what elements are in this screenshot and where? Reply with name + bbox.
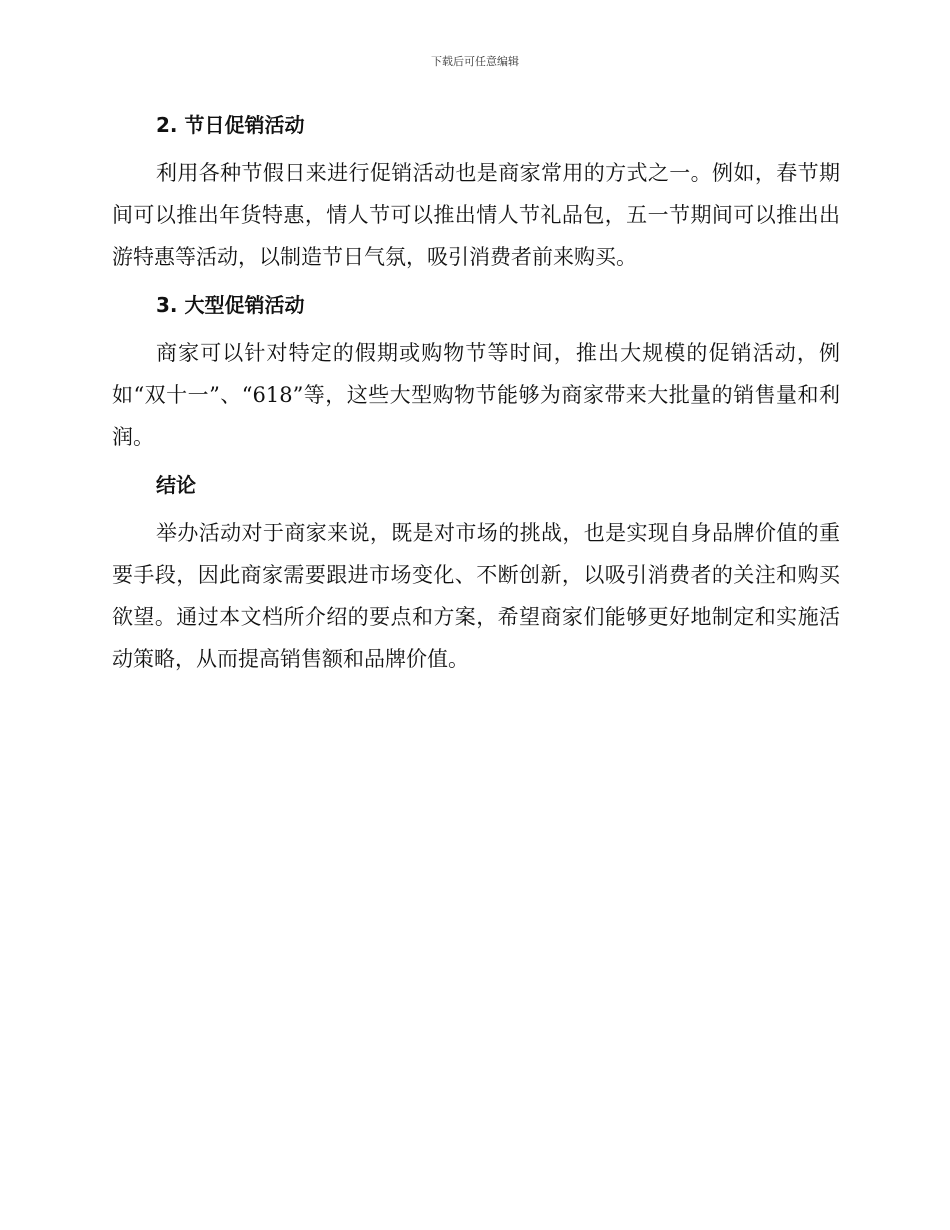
section-paragraph: 利用各种节假日来进行促销活动也是商家常用的方式之一。例如，春节期间可以推出年货特惠，情人节可以推出情人节礼品包，五一节期间可以推出出游特惠等活动，以制造节日气氛，吸引消费者前来购买。 bbox=[112, 161, 840, 269]
section-large-promotion bbox=[112, 290, 840, 458]
section-heading: 2. 节日促销活动 bbox=[156, 113, 305, 137]
section-holiday-promotion bbox=[112, 110, 840, 278]
section-paragraph: 商家可以针对特定的假期或购物节等时间，推出大规模的促销活动，例如“双十一”、“618”等，这些大型购物节能够为商家带来大批量的销售量和利润。 bbox=[112, 341, 840, 449]
section-conclusion bbox=[112, 470, 840, 680]
section-paragraph: 举办活动对于商家来说，既是对市场的挑战，也是实现自身品牌价值的重要手段，因此商家需要跟进市场变化、不断创新，以吸引消费者的关注和购买欲望。通过本文档所介绍的要点和方案，希望商家们能够更好地制定和实施活动策略，从而提高销售额和品牌价值。 bbox=[112, 521, 840, 671]
page-header: 下载后可任意编辑 bbox=[431, 55, 519, 68]
section-heading: 结论 bbox=[156, 473, 196, 497]
section-heading: 3. 大型促销活动 bbox=[156, 293, 305, 317]
document-body bbox=[112, 110, 840, 692]
